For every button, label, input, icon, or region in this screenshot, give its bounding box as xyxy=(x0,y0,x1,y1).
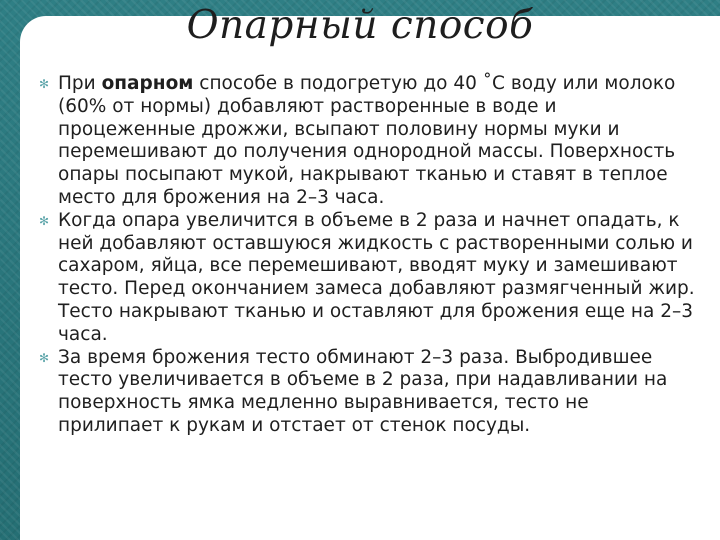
list-item xyxy=(36,347,696,438)
bullet-text-bold: опарном xyxy=(101,73,194,94)
bullet-list xyxy=(36,73,696,438)
bullet-text-rest: способе в подогретую до 40 ˚С воду или молоко (60% от нормы) добавляют растворенные в воде и процеженные дрожжи, всыпают половину нормы муки и перемешивают до получения однородной массы. Поверхность опары посыпают мукой, накрывают тканью и ставят в теплое место для брожения на 2–3 часа. xyxy=(58,73,676,208)
asterisk-bullet-icon: ✻ xyxy=(38,77,50,91)
bullet-text: За время брожения тесто обминают 2–3 раза. Выбродившее тесто увеличивается в объеме в 2 раза, при надавливании на поверхность ямка медленно выравнивается, тесто не прилипает к рукам и отстает от стенок посуды. xyxy=(58,346,668,436)
bullet-text-start: При xyxy=(58,73,102,94)
list-item xyxy=(36,73,696,210)
asterisk-bullet-icon: ✻ xyxy=(38,213,50,228)
bullet-text xyxy=(58,73,675,208)
bullet-text: Когда опара увеличится в объеме в 2 раза и начнет опадать, к ней добавляют оставшуюся жидкость с растворенными солью и сахаром, яйца, все перемешивают, вводят муку и замешивают тесто. Перед окончанием замеса добавляют размягченный жир. Тесто накрывают тканью и оставляют для брожения еще на 2–3 часа. xyxy=(58,209,695,345)
list-item xyxy=(36,210,696,347)
asterisk-bullet-icon: ✻ xyxy=(38,350,50,365)
slide-title: Опарный способ xyxy=(186,3,534,48)
